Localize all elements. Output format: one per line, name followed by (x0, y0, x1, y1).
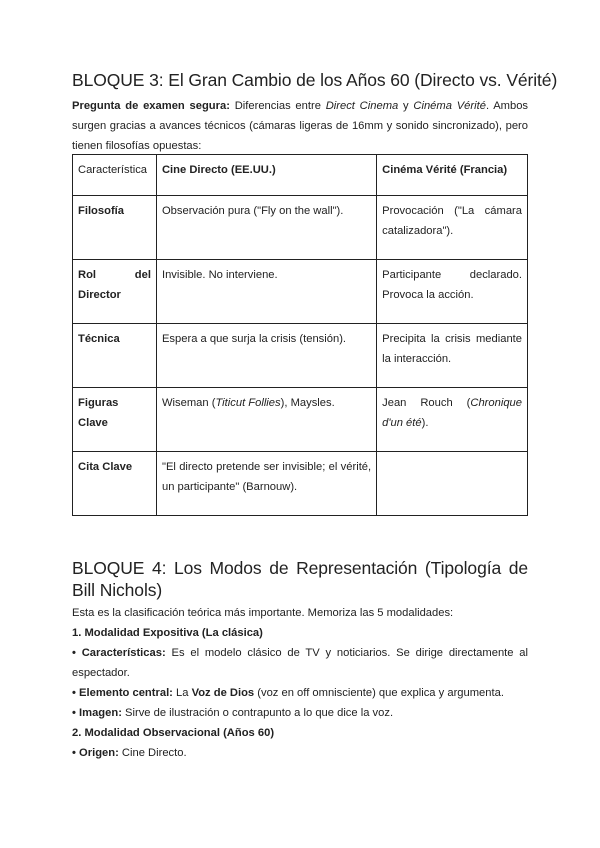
modalidad-1-elemento (72, 683, 528, 703)
table-row (73, 452, 528, 516)
cell-em: Chronique d'un été (382, 397, 522, 429)
cell-text: Wiseman ( (161, 397, 216, 409)
row-label (73, 324, 157, 388)
table-row (73, 388, 528, 452)
row-directo-cell: Espera a que surja la crisis (tensión). (156, 324, 376, 388)
row-verite-cell: Precipita la crisis mediante la interacción. (377, 324, 528, 388)
intro-text: y (398, 100, 414, 112)
header-caracteristica: Característica (73, 155, 157, 196)
table-row (73, 324, 528, 388)
cell-text: Jean Rouch ( (382, 397, 471, 409)
row-verite-cell (377, 452, 528, 516)
bloque4-body (72, 603, 528, 763)
cell-em: Titicut Follies (215, 397, 281, 409)
modalidad-1-title (72, 623, 528, 643)
bullet-label: • Imagen: (72, 707, 122, 719)
cell-text: Participante (382, 269, 442, 281)
row-directo-cell: Invisible. No interviene. (156, 260, 376, 324)
row-label-text: Técnica (78, 333, 120, 345)
row-verite-cell (377, 260, 528, 324)
cell-text: ). (421, 417, 429, 429)
modalidad-1-imagen (72, 703, 528, 723)
header-cinema-verite-label: Cinéma Vérité (Francia) (382, 164, 508, 176)
bullet-label: • Origen: (72, 747, 119, 759)
cell-text: Provoca la acción. (382, 289, 474, 301)
row-directo-cell (156, 388, 376, 452)
bloque3-heading: BLOQUE 3: El Gran Cambio de los Años 60 (Directo vs. Vérité) (72, 70, 558, 90)
bullet-text: Sirve de ilustración o contrapunto a lo que dice la voz. (121, 707, 394, 719)
cell-text: ), Maysles. (280, 397, 335, 409)
intro-label: Pregunta de examen segura: (72, 100, 230, 112)
row-label (73, 388, 157, 452)
modalidad-1-title-text: 1. Modalidad Expositiva (La clásica) (72, 627, 263, 639)
row-label-text: Director (78, 289, 121, 301)
intro-em-direct-cinema: Direct Cinema (325, 100, 399, 112)
modalidad-1-caracteristicas (72, 643, 528, 683)
voz-de-dios-bold: Voz de Dios (191, 687, 255, 699)
bloque4-intro: Esta es la clasificación teórica más importante. Memoriza las 5 modalidades: (72, 607, 454, 619)
row-label-text: Rol (78, 269, 97, 281)
bullet-text: Cine Directo. (118, 747, 187, 759)
bullet-text: La (172, 687, 192, 699)
intro-text: . Ambos surgen gracias a avances técnicos (cámaras ligeras de 16mm y sonido sincronizado), pero tienen filosofías opuestas: (72, 100, 529, 152)
modalidad-2-title (72, 723, 528, 743)
header-cine-directo (156, 155, 376, 196)
bullet-label: • Elemento central: (72, 687, 173, 699)
intro-text: Diferencias entre (229, 100, 326, 112)
comparison-table (72, 154, 528, 516)
table-header-row (73, 155, 528, 196)
header-cine-directo-label: Cine Directo (EE.UU.) (161, 164, 276, 176)
row-directo-cell: "El directo pretende ser invisible; el vérité, un participante" (Barnouw). (156, 452, 376, 516)
table-row (73, 196, 528, 260)
modalidad-2-title-text: 2. Modalidad Observacional (Años 60) (72, 727, 275, 739)
row-label-text: Filosofía (78, 205, 124, 217)
bullet-text: (voz en off omnisciente) que explica y argumenta. (254, 687, 504, 699)
row-verite-cell (377, 388, 528, 452)
table-row (73, 260, 528, 324)
row-label-text: Cita Clave (78, 461, 133, 473)
row-label-text: Figuras Clave (78, 397, 119, 429)
row-label-text: del (134, 269, 151, 281)
row-directo-cell: Observación pura ("Fly on the wall"). (156, 196, 376, 260)
row-verite-cell: Provocación ("La cámara catalizadora"). (377, 196, 528, 260)
cell-text: declarado. (469, 269, 522, 281)
bloque4-heading: BLOQUE 4: Los Modos de Representación (Tipología de Bill Nichols) (72, 558, 528, 600)
bloque3-intro (72, 96, 528, 156)
header-cinema-verite (377, 155, 528, 196)
row-label (73, 452, 157, 516)
modalidad-2-origen (72, 743, 528, 763)
intro-em-cinema-verite: Cinéma Vérité (413, 100, 486, 112)
bullet-label: • Características: (72, 647, 166, 659)
row-label (73, 260, 157, 324)
bullet-text: Es el modelo clásico de TV y noticiarios. Se dirige directamente al espectador. (72, 647, 529, 679)
row-label (73, 196, 157, 260)
